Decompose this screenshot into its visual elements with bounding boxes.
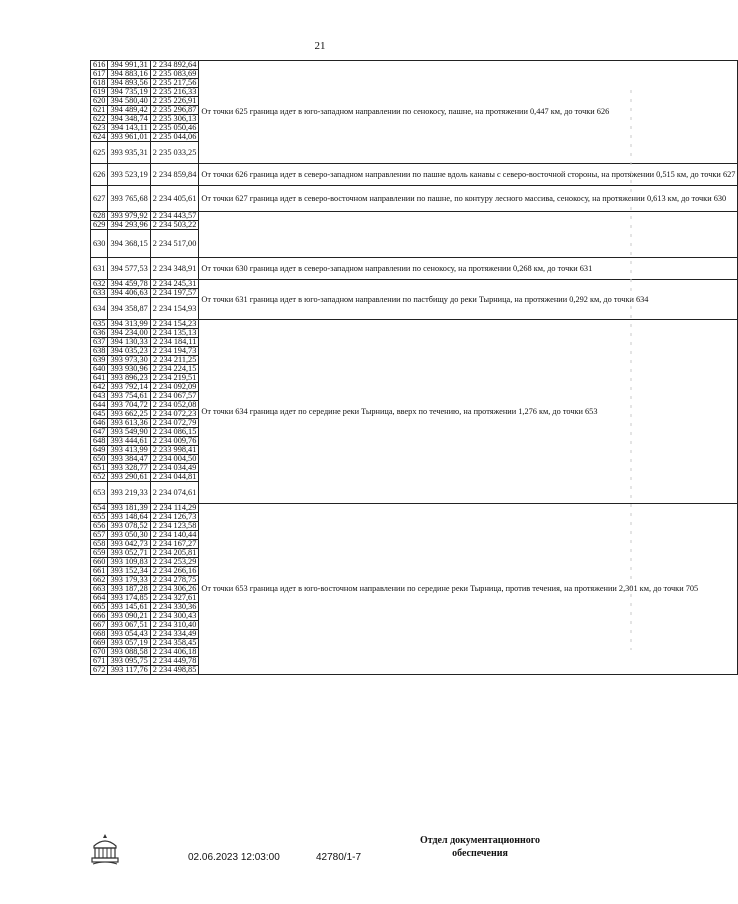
point-number: 631: [91, 258, 108, 280]
footer-department: [400, 834, 560, 860]
coordinate-y: 2 235 216,33: [150, 88, 199, 97]
coordinate-x: 393 088,58: [108, 648, 150, 657]
point-number: 641: [91, 374, 108, 383]
coordinate-y: 2 234 405,61: [150, 186, 199, 212]
coordinate-x: 393 067,51: [108, 621, 150, 630]
coordinate-x: 393 054,43: [108, 630, 150, 639]
point-number: 671: [91, 657, 108, 666]
point-number: 655: [91, 513, 108, 522]
coordinate-x: 393 290,61: [108, 473, 150, 482]
coordinate-x: 393 523,19: [108, 164, 150, 186]
boundary-description: [199, 212, 738, 258]
point-number: 638: [91, 347, 108, 356]
coordinate-y: 2 235 226,91: [150, 97, 199, 106]
coordinate-y: 2 234 184,11: [150, 338, 199, 347]
point-number: 656: [91, 522, 108, 531]
coordinate-y: 2 234 167,27: [150, 540, 199, 549]
coordinate-y: 2 234 503,22: [150, 221, 199, 230]
coordinate-x: 394 358,87: [108, 298, 150, 320]
point-number: 632: [91, 280, 108, 289]
coordinate-x: 393 444,61: [108, 437, 150, 446]
coordinate-y: 2 234 092,09: [150, 383, 199, 392]
coordinate-y: 2 234 892,64: [150, 61, 199, 70]
coordinate-y: 2 234 052,08: [150, 401, 199, 410]
coordinate-x: 394 348,74: [108, 115, 150, 124]
footer-datetime: 02.06.2023 12:03:00: [188, 852, 280, 863]
coordinate-x: 393 662,25: [108, 410, 150, 419]
coordinate-y: 2 235 033,25: [150, 142, 199, 164]
coordinate-x: 393 896,23: [108, 374, 150, 383]
coordinate-x: 394 580,40: [108, 97, 150, 106]
coordinate-x: 393 052,71: [108, 549, 150, 558]
point-number: 650: [91, 455, 108, 464]
coordinate-y: 2 234 406,18: [150, 648, 199, 657]
coordinate-x: 394 883,16: [108, 70, 150, 79]
boundary-description: От точки 625 граница идет в юго-западном направлении по сенокосу, пашне, на протяжении 0,447 км, до точки 626: [199, 61, 738, 164]
coordinate-x: 393 754,61: [108, 392, 150, 401]
point-number: 653: [91, 482, 108, 504]
point-number: 665: [91, 603, 108, 612]
point-number: 645: [91, 410, 108, 419]
coordinate-x: 393 935,31: [108, 142, 150, 164]
department-line-2: обеспечения: [452, 848, 508, 859]
page-number: 21: [314, 40, 326, 52]
coordinate-x: 394 143,11: [108, 124, 150, 133]
coordinate-y: 2 234 498,85: [150, 666, 199, 675]
coordinate-y: 2 234 278,75: [150, 576, 199, 585]
coordinate-x: 393 095,75: [108, 657, 150, 666]
coordinate-x: 394 406,63: [108, 289, 150, 298]
coordinate-y: 2 234 123,58: [150, 522, 199, 531]
coordinate-y: 2 234 154,93: [150, 298, 199, 320]
coordinate-x: 393 219,33: [108, 482, 150, 504]
point-number: 619: [91, 88, 108, 97]
point-number: 669: [91, 639, 108, 648]
point-number: 626: [91, 164, 108, 186]
coordinate-x: 393 792,14: [108, 383, 150, 392]
coordinate-y: 2 235 083,69: [150, 70, 199, 79]
department-line-1: Отдел документационного: [419, 835, 541, 846]
coordinate-x: 393 042,73: [108, 540, 150, 549]
coordinate-x: 394 577,53: [108, 258, 150, 280]
point-number: 620: [91, 97, 108, 106]
coordinates-table-body: [91, 61, 738, 675]
point-number: 642: [91, 383, 108, 392]
point-number: 657: [91, 531, 108, 540]
table-row: [91, 186, 738, 212]
boundary-description: От точки 626 граница идет в северо-западном направлении по пашне вдоль канавы с северо-восточной стороны, на протяжении 0,515 км, до точки 627: [199, 164, 738, 186]
coordinate-x: 394 459,78: [108, 280, 150, 289]
coordinates-table: [90, 60, 738, 675]
coordinate-y: 2 234 135,13: [150, 329, 199, 338]
point-number: 651: [91, 464, 108, 473]
point-number: 646: [91, 419, 108, 428]
coordinate-x: 393 109,83: [108, 558, 150, 567]
point-number: 635: [91, 320, 108, 329]
point-number: 652: [91, 473, 108, 482]
coordinate-y: 2 234 044,81: [150, 473, 199, 482]
table-row: [91, 258, 738, 280]
point-number: 621: [91, 106, 108, 115]
boundary-description: От точки 631 граница идет в юго-западном направлении по пастбищу до реки Тырница, на протяжении 0,292 км, до точки 634: [199, 280, 738, 320]
coordinate-y: 2 234 140,44: [150, 531, 199, 540]
point-number: 667: [91, 621, 108, 630]
coordinate-y: 2 234 517,00: [150, 230, 199, 258]
point-number: 663: [91, 585, 108, 594]
boundary-description: От точки 630 граница идет в северо-западном направлении по сенокосу, на протяжении 0,268 км, до точки 631: [199, 258, 738, 280]
coordinate-x: 393 117,76: [108, 666, 150, 675]
coordinate-y: 2 233 998,41: [150, 446, 199, 455]
point-number: 637: [91, 338, 108, 347]
coordinate-y: 2 234 859,84: [150, 164, 199, 186]
boundary-description: От точки 627 граница идет в северо-восточном направлении по пашне, по контуру лесного массива, сенокосу, на протяжении 0,613 км, до точки 630: [199, 186, 738, 212]
coordinate-y: 2 234 086,15: [150, 428, 199, 437]
coordinate-x: 393 148,64: [108, 513, 150, 522]
coordinate-x: 393 704,72: [108, 401, 150, 410]
coordinate-y: 2 234 310,40: [150, 621, 199, 630]
coordinate-y: 2 234 300,43: [150, 612, 199, 621]
coordinate-y: 2 234 194,73: [150, 347, 199, 356]
coordinate-x: 393 187,28: [108, 585, 150, 594]
coordinate-x: 393 181,39: [108, 504, 150, 513]
coordinate-y: 2 234 449,78: [150, 657, 199, 666]
coordinate-y: 2 234 266,16: [150, 567, 199, 576]
coordinate-x: 393 174,85: [108, 594, 150, 603]
coordinate-y: 2 234 443,57: [150, 212, 199, 221]
coordinate-x: 394 313,99: [108, 320, 150, 329]
point-number: 633: [91, 289, 108, 298]
coordinate-x: 393 179,33: [108, 576, 150, 585]
coordinate-x: 394 293,96: [108, 221, 150, 230]
point-number: 670: [91, 648, 108, 657]
coordinate-x: 393 613,36: [108, 419, 150, 428]
coordinate-y: 2 234 114,29: [150, 504, 199, 513]
point-number: 654: [91, 504, 108, 513]
point-number: 623: [91, 124, 108, 133]
coordinate-y: 2 235 296,87: [150, 106, 199, 115]
point-number: 617: [91, 70, 108, 79]
point-number: 647: [91, 428, 108, 437]
point-number: 618: [91, 79, 108, 88]
coordinate-y: 2 234 211,25: [150, 356, 199, 365]
coordinate-y: 2 234 245,31: [150, 280, 199, 289]
point-number: 649: [91, 446, 108, 455]
coordinate-y: 2 235 306,13: [150, 115, 199, 124]
table-row: [91, 164, 738, 186]
point-number: 660: [91, 558, 108, 567]
coordinate-y: 2 234 358,45: [150, 639, 199, 648]
boundary-description: От точки 653 граница идет в юго-восточном направлении по середине реки Тырница, против течения, на протяжении 2,301 км, до точки 705: [199, 504, 738, 675]
point-number: 627: [91, 186, 108, 212]
coordinate-y: 2 234 219,51: [150, 374, 199, 383]
coordinate-x: 393 328,77: [108, 464, 150, 473]
coordinate-y: 2 234 327,61: [150, 594, 199, 603]
coordinate-x: 394 130,33: [108, 338, 150, 347]
coordinate-x: 393 152,34: [108, 567, 150, 576]
coordinate-x: 393 384,47: [108, 455, 150, 464]
point-number: 659: [91, 549, 108, 558]
point-number: 622: [91, 115, 108, 124]
point-number: 672: [91, 666, 108, 675]
coordinate-x: 393 413,99: [108, 446, 150, 455]
point-number: 661: [91, 567, 108, 576]
coordinate-y: 2 235 044,06: [150, 133, 199, 142]
coordinate-x: 393 145,61: [108, 603, 150, 612]
coordinate-x: 393 549,90: [108, 428, 150, 437]
emblem-icon: [90, 832, 120, 866]
point-number: 624: [91, 133, 108, 142]
point-number: 643: [91, 392, 108, 401]
point-number: 636: [91, 329, 108, 338]
point-number: 668: [91, 630, 108, 639]
coordinate-x: 394 368,15: [108, 230, 150, 258]
point-number: 658: [91, 540, 108, 549]
coordinate-y: 2 235 217,56: [150, 79, 199, 88]
coordinate-y: 2 234 154,23: [150, 320, 199, 329]
coordinate-x: 394 489,42: [108, 106, 150, 115]
point-number: 629: [91, 221, 108, 230]
point-number: 616: [91, 61, 108, 70]
margin-scan-mark: [628, 90, 634, 650]
coordinate-x: 393 057,19: [108, 639, 150, 648]
coordinate-x: 393 961,01: [108, 133, 150, 142]
coordinate-x: 393 979,92: [108, 212, 150, 221]
coordinate-x: 394 991,31: [108, 61, 150, 70]
coordinate-x: 394 893,56: [108, 79, 150, 88]
coordinate-x: 393 078,52: [108, 522, 150, 531]
coordinate-y: 2 234 034,49: [150, 464, 199, 473]
coordinate-y: 2 234 306,26: [150, 585, 199, 594]
coordinate-y: 2 234 004,50: [150, 455, 199, 464]
point-number: 634: [91, 298, 108, 320]
point-number: 630: [91, 230, 108, 258]
coordinate-x: 393 050,30: [108, 531, 150, 540]
footer-document-number: 42780/1-7: [316, 852, 362, 863]
coordinate-y: 2 234 197,57: [150, 289, 199, 298]
coordinate-y: 2 234 334,49: [150, 630, 199, 639]
coordinate-y: 2 235 050,46: [150, 124, 199, 133]
coordinate-y: 2 234 253,29: [150, 558, 199, 567]
coordinate-y: 2 234 072,79: [150, 419, 199, 428]
point-number: 648: [91, 437, 108, 446]
coordinate-x: 394 735,19: [108, 88, 150, 97]
point-number: 644: [91, 401, 108, 410]
coordinate-y: 2 234 072,23: [150, 410, 199, 419]
coordinate-y: 2 234 348,91: [150, 258, 199, 280]
coordinate-x: 393 765,68: [108, 186, 150, 212]
coordinate-x: 393 973,30: [108, 356, 150, 365]
point-number: 625: [91, 142, 108, 164]
point-number: 664: [91, 594, 108, 603]
point-number: 628: [91, 212, 108, 221]
boundary-description: От точки 634 граница идет по середине реки Тырница, вверх по течению, на протяжении 1,276 км, до точки 653: [199, 320, 738, 504]
point-number: 666: [91, 612, 108, 621]
coordinate-x: 394 035,23: [108, 347, 150, 356]
coordinate-x: 393 930,96: [108, 365, 150, 374]
coordinate-y: 2 234 067,57: [150, 392, 199, 401]
point-number: 639: [91, 356, 108, 365]
coordinate-y: 2 234 074,61: [150, 482, 199, 504]
coordinate-y: 2 234 330,36: [150, 603, 199, 612]
coordinate-y: 2 234 205,81: [150, 549, 199, 558]
coordinate-y: 2 234 224,15: [150, 365, 199, 374]
coordinate-y: 2 234 009,76: [150, 437, 199, 446]
coordinate-x: 394 234,00: [108, 329, 150, 338]
point-number: 662: [91, 576, 108, 585]
coordinate-x: 393 090,21: [108, 612, 150, 621]
point-number: 640: [91, 365, 108, 374]
coordinate-y: 2 234 126,73: [150, 513, 199, 522]
